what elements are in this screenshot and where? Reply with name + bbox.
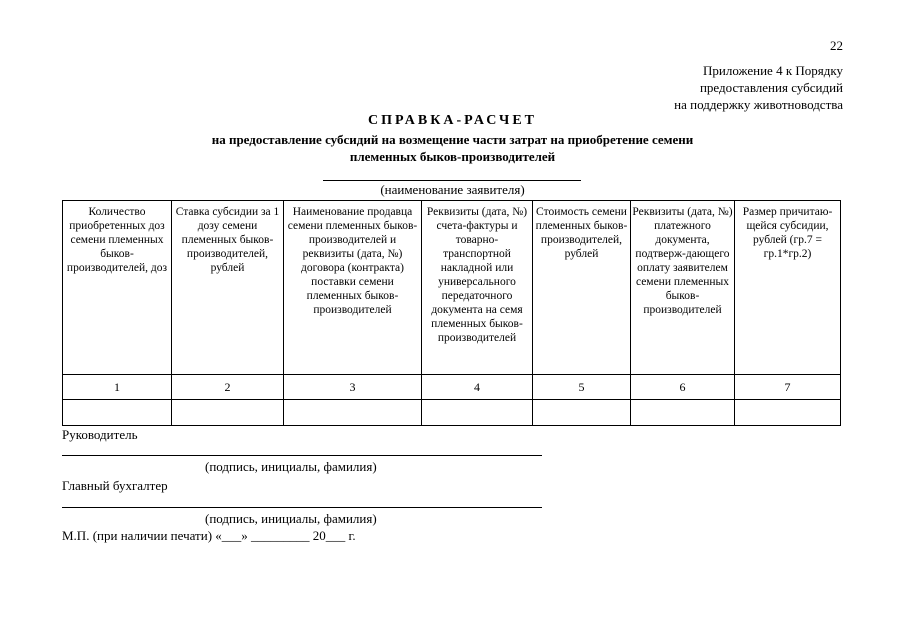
- calculation-table: [62, 200, 841, 426]
- column-number: 4: [422, 375, 533, 400]
- head-label: Руководитель: [62, 427, 138, 442]
- page-number: 22: [830, 38, 843, 53]
- document-title: СПРАВКА-РАСЧЕТ: [367, 113, 538, 128]
- appendix-line-3: на поддержку животноводства: [674, 97, 843, 112]
- column-number-row: [63, 375, 841, 400]
- appendix-line-1: Приложение 4 к Порядку: [703, 63, 843, 78]
- column-number: 3: [284, 375, 422, 400]
- subtitle-line-2: племенных быков-производителей: [349, 149, 556, 164]
- data-cell: [533, 400, 631, 426]
- header-cell: Ставка субсидии за 1 дозу семени племенных быков-производителей, рублей: [172, 201, 284, 375]
- column-number: 7: [735, 375, 841, 400]
- accountant-label: Главный бухгалтер: [62, 478, 168, 493]
- table-data-row: [63, 400, 841, 426]
- document-subtitle: [140, 131, 765, 165]
- data-cell: [422, 400, 533, 426]
- applicant-caption: (наименование заявителя): [380, 182, 525, 197]
- table-header-row: [63, 201, 841, 375]
- column-number: 6: [631, 375, 735, 400]
- header-cell: Стоимость семени племенных быков-производителей, рублей: [533, 201, 631, 375]
- header-cell: Реквизиты (дата, №) платежного документа, подтверж-дающего оплату заявителем семени племенных быков-производителей: [631, 201, 735, 375]
- accountant-signature-caption: (подпись, инициалы, фамилия): [205, 511, 377, 526]
- column-number: 1: [63, 375, 172, 400]
- header-cell: Наименование продавца семени племенных быков-производителей и реквизиты (дата, №) договора (контракта) поставки семени племенных быков-производителей: [284, 201, 422, 375]
- column-number: 5: [533, 375, 631, 400]
- stamp-date-line: М.П. (при наличии печати) «___» _________ 20___ г.: [62, 528, 356, 543]
- appendix-note: [674, 62, 843, 113]
- head-signature-caption: (подпись, инициалы, фамилия): [205, 459, 377, 474]
- subtitle-line-1: на предоставление субсидий на возмещение части затрат на приобретение семени: [211, 132, 694, 147]
- applicant-name-line: [323, 180, 581, 181]
- header-cell: Количество приобретенных доз семени племенных быков-производителей, доз: [63, 201, 172, 375]
- column-number: 2: [172, 375, 284, 400]
- appendix-line-2: предоставления субсидий: [699, 80, 843, 95]
- header-cell: Реквизиты (дата, №) счета-фактуры и товарно-транспортной накладной или универсального передаточного документа на семя племенных быков-производителей: [422, 201, 533, 375]
- data-cell: [172, 400, 284, 426]
- data-cell: [63, 400, 172, 426]
- head-signature-line: [62, 455, 542, 456]
- header-cell: Размер причитаю-щейся субсидии, рублей (гр.7 = гр.1*гр.2): [735, 201, 841, 375]
- data-cell: [284, 400, 422, 426]
- data-cell: [735, 400, 841, 426]
- data-cell: [631, 400, 735, 426]
- accountant-signature-line: [62, 507, 542, 508]
